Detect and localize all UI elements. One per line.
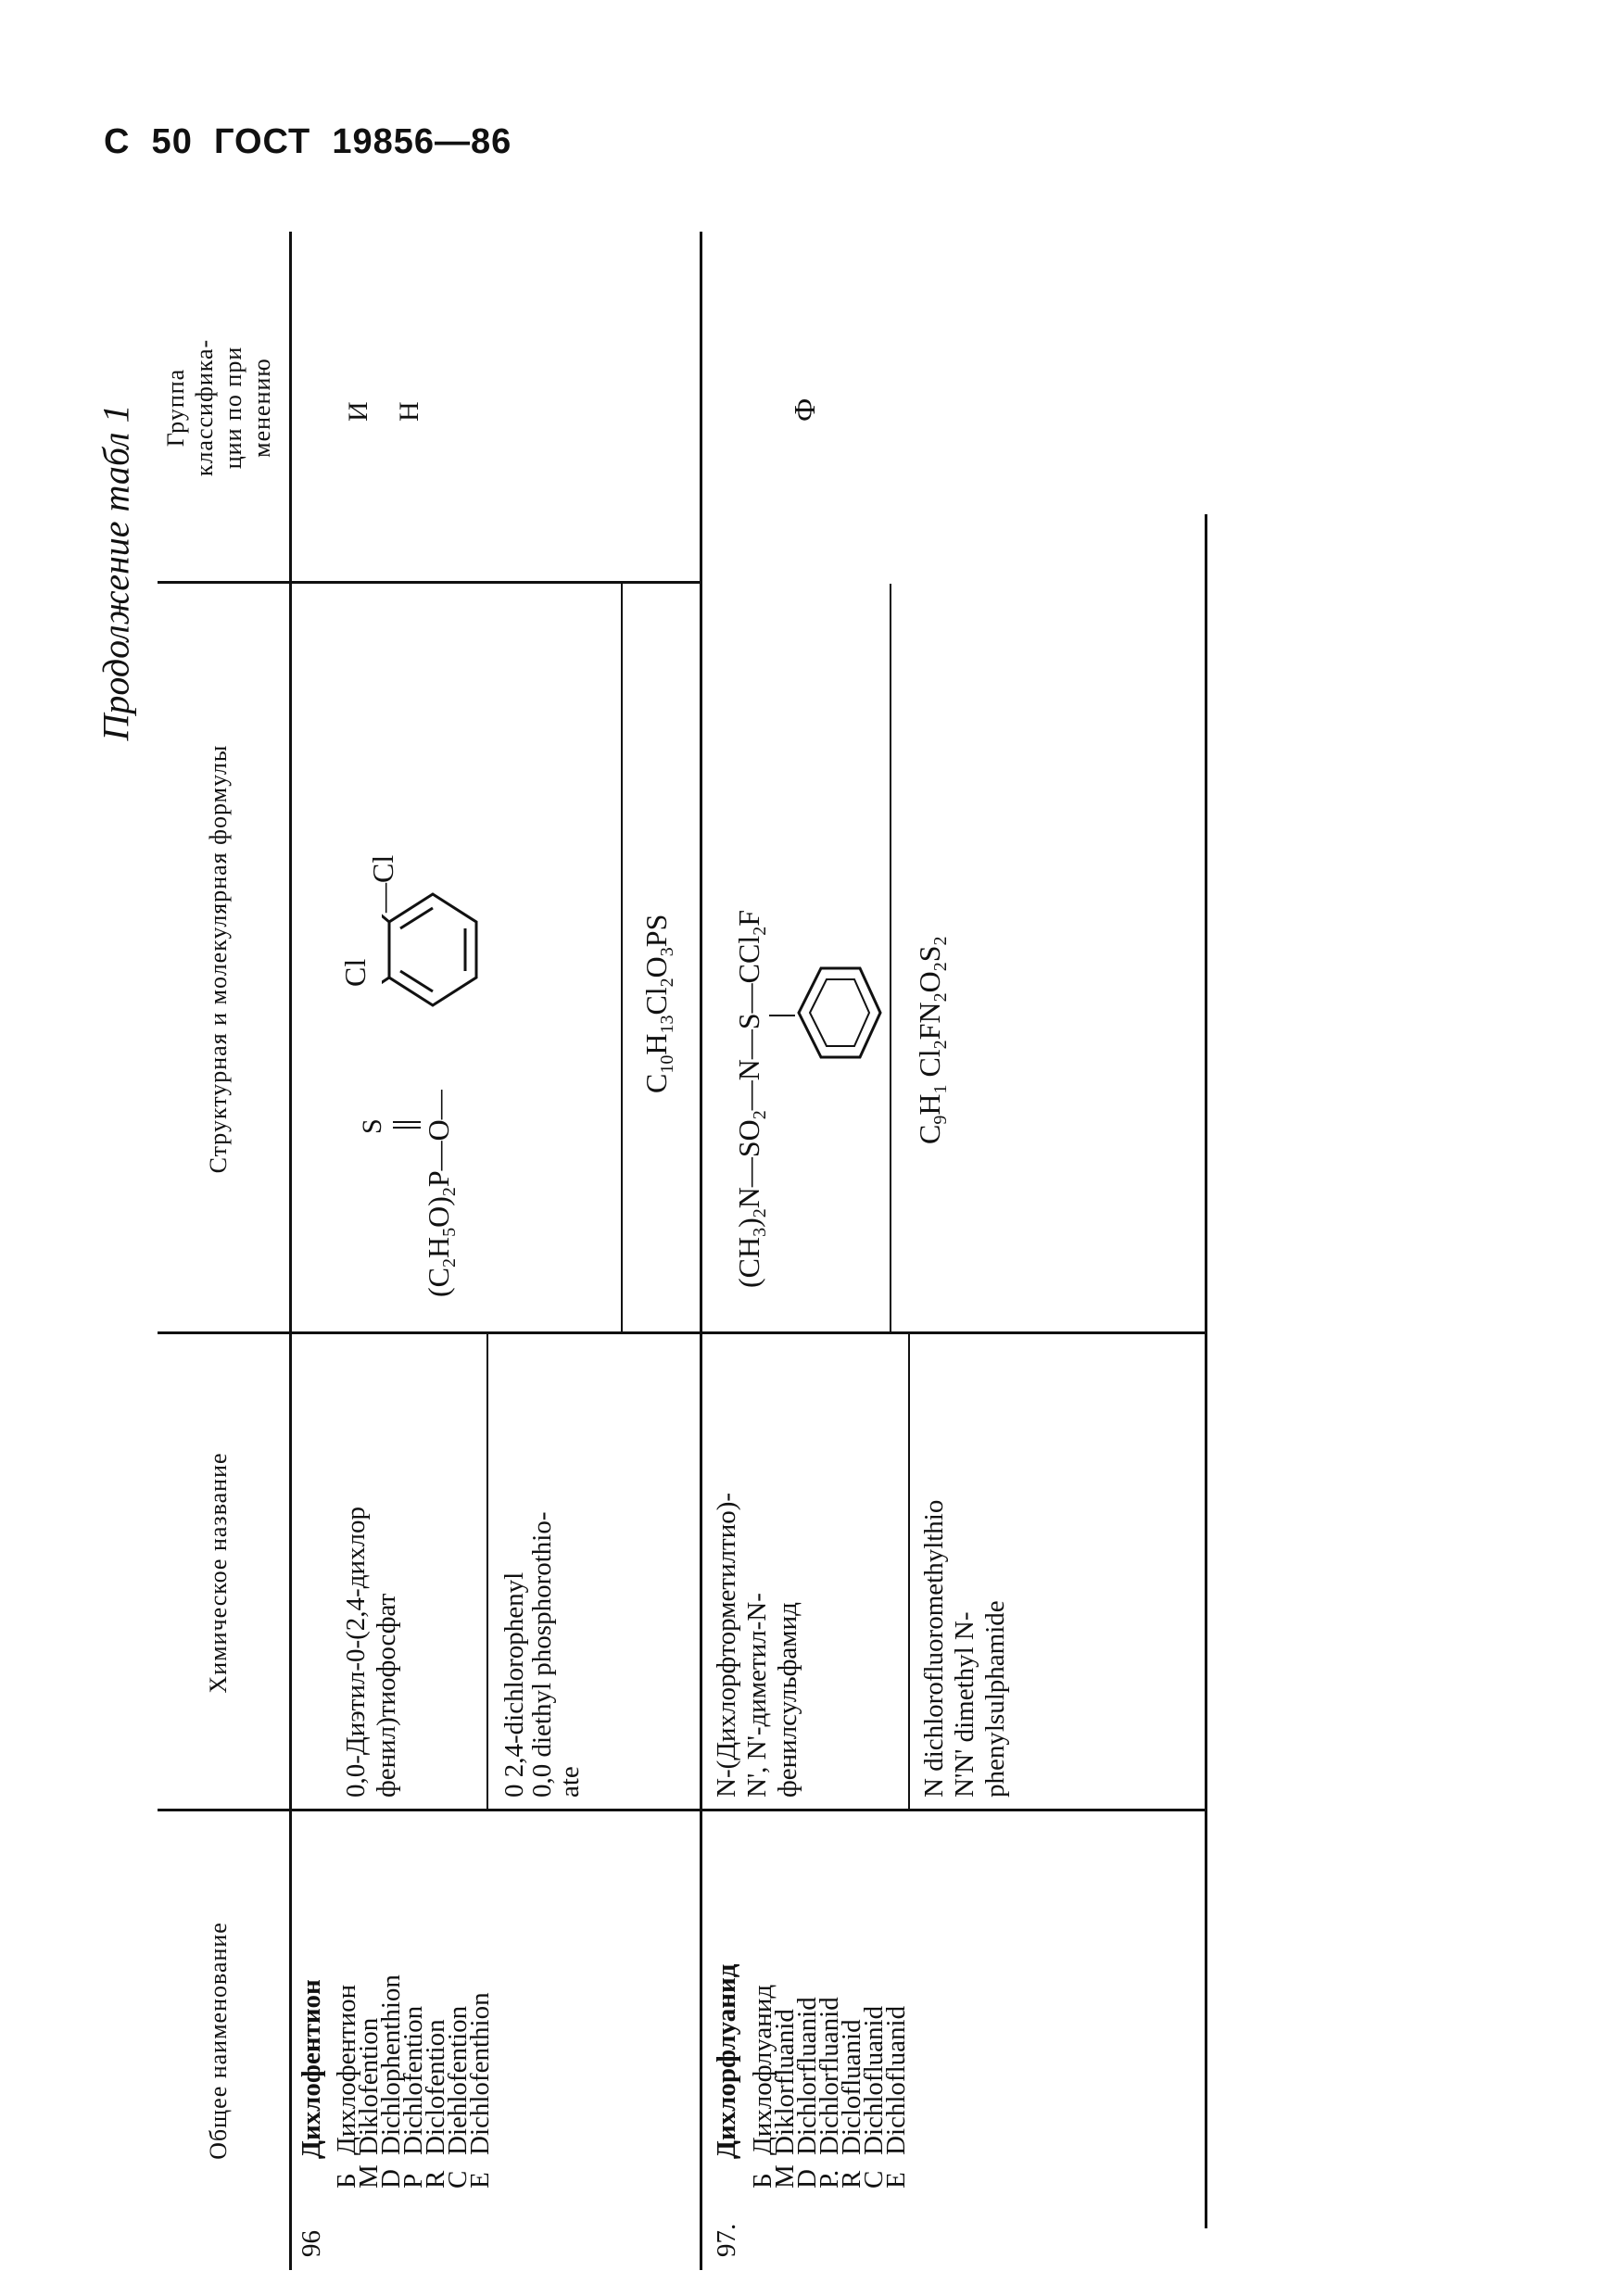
synonym-row: D Dichlophenthion xyxy=(376,1974,406,2189)
row96-sulfur-atom: S xyxy=(357,1118,387,1134)
row96-synonyms xyxy=(332,1974,495,2189)
row97-structural-formula: $(CH_3)_2N—SO_2—N—S—CCl_2F$ xyxy=(732,909,770,1288)
row97-common-name: Дихлорфлуанид xyxy=(712,1963,741,2159)
col-divider-1 xyxy=(158,1809,1205,1811)
synonym-row: P Dichlofention xyxy=(398,2005,428,2189)
header-common-name: Общее наименование xyxy=(205,1922,232,2160)
synonym-row: M Diklofention xyxy=(354,2017,384,2189)
row-separator xyxy=(700,232,702,2270)
row96-molecular-formula: $C_{10}H_{13}Cl_2O_3PS$ xyxy=(639,914,677,1093)
header-formulas: Структурная и молекулярная формулы xyxy=(205,744,232,1174)
phenyl-ring-icon xyxy=(795,962,882,1064)
synonym-row: C Dichlofluanid xyxy=(859,2005,889,2189)
bottom-rule xyxy=(1205,514,1207,2228)
row96-common-name: Дихлофентион xyxy=(297,1979,326,2159)
double-bond-line xyxy=(393,1127,421,1129)
synonym-row: Б Дихлофлуанид xyxy=(748,1984,777,2189)
synonym-row: M Diklorfluanid xyxy=(770,2009,800,2189)
row96-para-chlorine: —Cl xyxy=(366,854,399,913)
rotated-table xyxy=(158,232,1409,2270)
synonym-row: E Dichlofenthion xyxy=(465,1992,495,2189)
double-bond-line xyxy=(393,1121,421,1123)
header-rule xyxy=(289,232,292,2270)
row96-chem-split xyxy=(486,1334,488,1811)
synonym-row: P. Dichlorfluanid xyxy=(815,1997,844,2189)
synonym-row: R Diclofluanid xyxy=(837,2019,866,2189)
nitrogen-phenyl-bond xyxy=(769,1015,795,1016)
synonym-row: D Dichlorfluanid xyxy=(792,1997,822,2189)
header-group: Группа классифика- ции по при менению xyxy=(162,338,275,477)
row97-chemical-name-en: N dichlorofluoromethylthio N'N' dimethyl N- phenylsulphamide xyxy=(919,1499,1010,1798)
row97-chemical-name-ru: N-(Дихлорфторметилтио)- N', N'-диметил-N- фенилсульфамид xyxy=(712,1492,802,1798)
row97-group-1: Ф xyxy=(788,397,821,422)
row97-molecular-formula: $C_9H_1$ $Cl_2FN_2O_2S_2$ xyxy=(913,936,951,1144)
synonym-row: E Dichlofluanid xyxy=(881,2005,911,2189)
row96-formula-split xyxy=(621,584,623,1334)
page-header: С 50 ГОСТ 19856—86 xyxy=(104,122,512,161)
row96-number: 96 xyxy=(297,2230,326,2257)
table-continuation-label: Продолжение табл 1 xyxy=(95,404,137,741)
synonym-row: Б Дихлофентион xyxy=(332,1984,361,2189)
row96-group-1: И xyxy=(343,401,373,422)
row96-structural-formula: $(C_2H_5O)_2P—O—$ xyxy=(422,1090,460,1297)
row97-number: 97. xyxy=(712,2223,741,2257)
row96-chemical-name-en: 0 2,4-dichlorophenyl 0,0 diethyl phosphorothio- ate xyxy=(499,1511,585,1798)
col-divider-2 xyxy=(158,1331,1205,1334)
row97-chem-split xyxy=(908,1334,910,1811)
row96-group-2: Н xyxy=(394,401,424,422)
row96-chemical-name-ru: 0,0-Диэтил-0-(2,4-дихлор фенил)тиофосфат xyxy=(341,1507,401,1798)
synonym-row: R Diclofention xyxy=(421,2019,450,2189)
row97-synonyms xyxy=(748,1984,911,2189)
row97-formula-split xyxy=(890,584,891,1334)
header-chemical-name: Химическое название xyxy=(205,1452,232,1694)
row96-ortho-chlorine: Cl xyxy=(338,958,372,987)
synonym-row: C Diehlofention xyxy=(443,2005,473,2189)
